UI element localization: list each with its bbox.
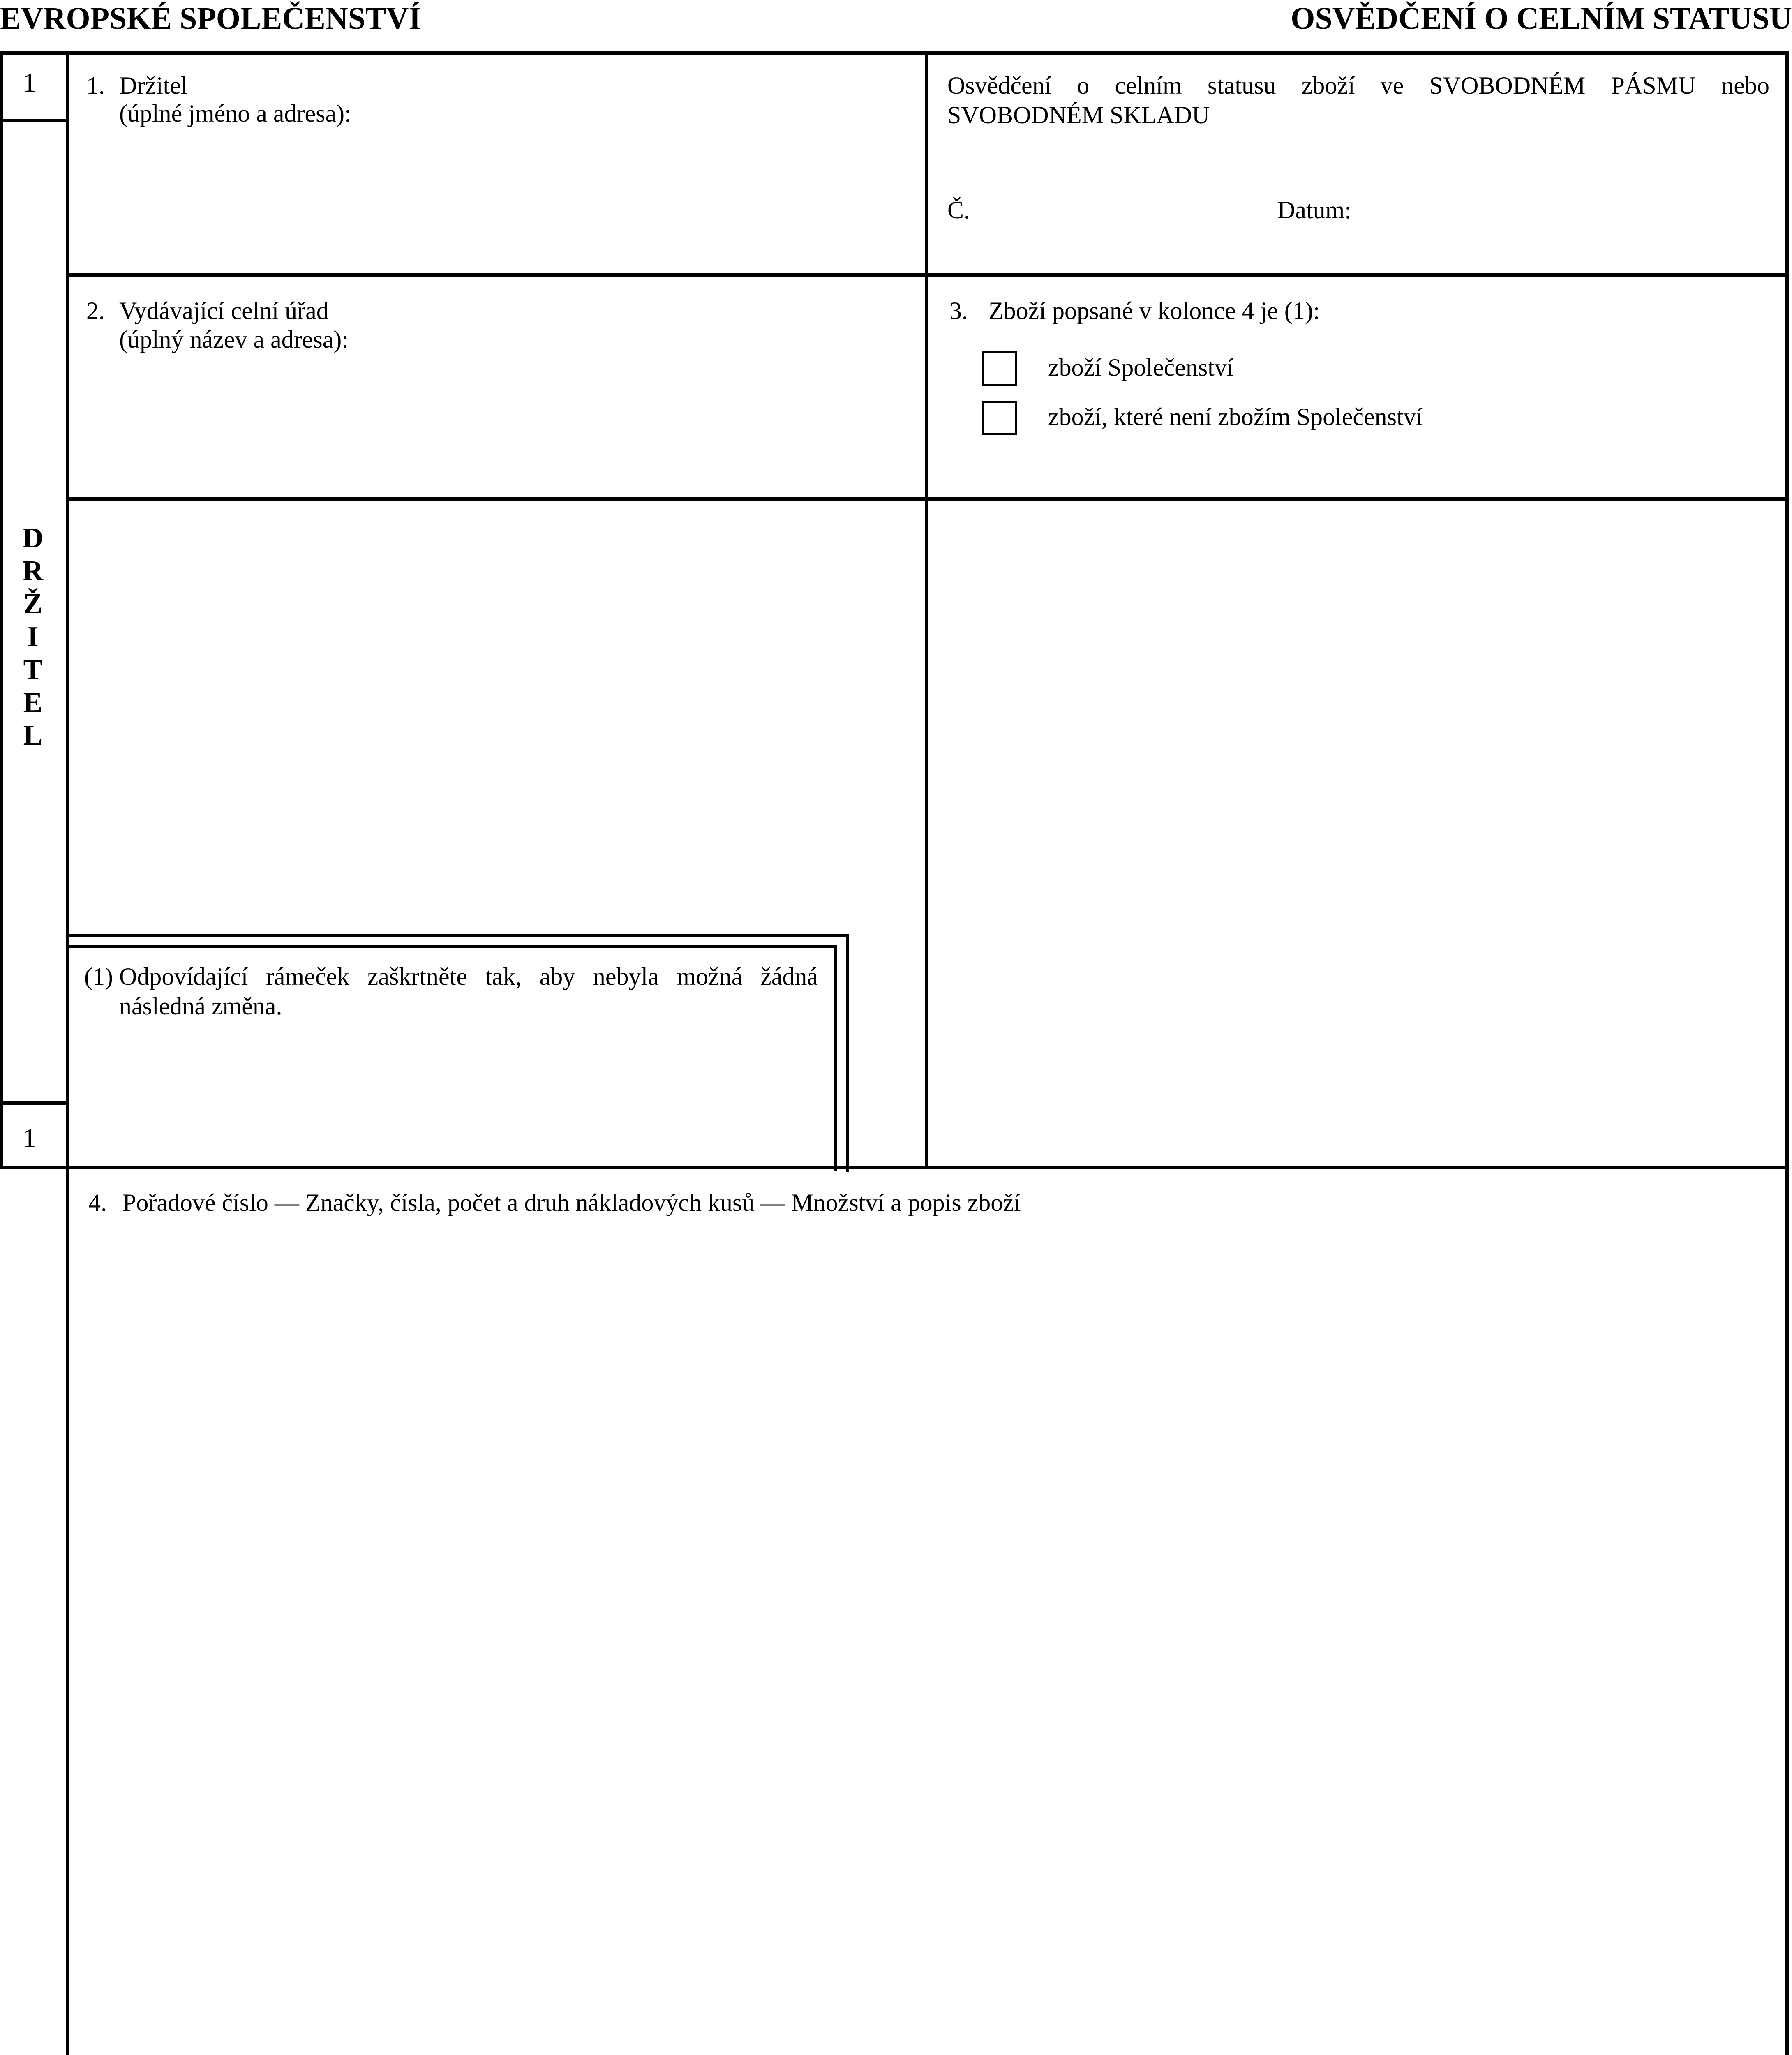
box1-sublabel: (úplné jméno a adresa):	[119, 100, 351, 127]
certificate-date-label: Datum:	[1277, 196, 1351, 224]
option-community-goods: zboží Společenství	[1048, 354, 1234, 381]
copy-number-bottom: 1	[23, 1123, 36, 1153]
center-divider	[925, 51, 928, 1169]
box3-number: 3.	[949, 297, 968, 324]
row2-divider	[66, 497, 1789, 501]
option-non-community-goods: zboží, které není zbožím Společenství	[1048, 403, 1423, 430]
row1-divider	[66, 273, 1789, 277]
copy-number-top: 1	[23, 68, 36, 98]
certificate-text: Osvědčení o celním statusu zboží ve SVOBODNÉM PÁSMU nebo SVOBODNÉM SKLADU	[947, 72, 1769, 129]
lower-frame	[66, 1166, 1789, 2055]
form-title-right: OSVĚDČENÍ O CELNÍM STATUSU	[1291, 1, 1792, 36]
box3-label: Zboží popsané v kolonce 4 je (1):	[988, 297, 1320, 324]
checkbox-community-goods[interactable]	[982, 351, 1017, 386]
checkbox-non-community-goods[interactable]	[982, 401, 1017, 435]
side-bottom-divider	[0, 1101, 68, 1105]
box2-number: 2.	[86, 297, 105, 324]
box2-sublabel: (úplný název a adresa):	[119, 326, 349, 353]
certificate-number-label: Č.	[947, 196, 970, 224]
footnote-mark: (1)	[84, 963, 113, 990]
box4-label: Pořadové číslo — Značky, čísla, počet a druh nákladových kusů — Množství a popis zboží	[122, 1189, 1021, 1216]
form-title-left: EVROPSKÉ SPOLEČENSTVÍ	[0, 1, 421, 36]
side-top-divider	[0, 119, 68, 122]
box1-number: 1.	[86, 72, 105, 99]
box2-label: Vydávající celní úřad	[119, 297, 329, 324]
vertical-holder-label: D R Ž I T E L	[22, 522, 44, 751]
box4-number: 4.	[88, 1189, 107, 1216]
footnote-text: Odpovídající rámeček zaškrtněte tak, aby nebyla možná žádná následná změna.	[119, 963, 818, 1020]
box1-label: Držitel	[119, 72, 188, 99]
